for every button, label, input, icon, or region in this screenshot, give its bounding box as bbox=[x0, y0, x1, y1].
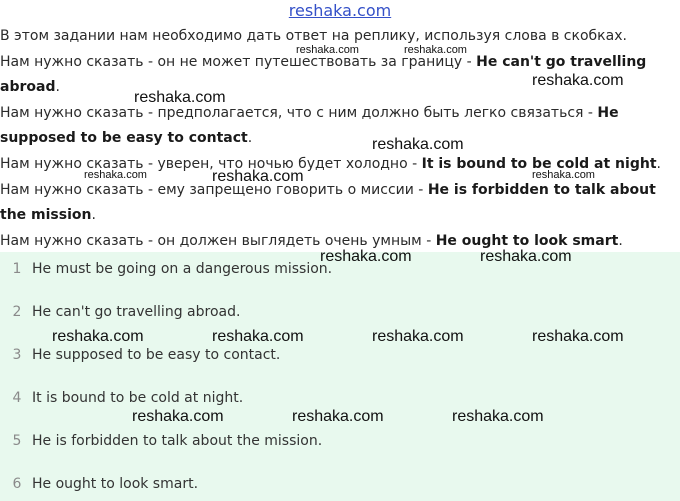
answer-row bbox=[0, 472, 680, 496]
watermark: reshaka.com bbox=[404, 44, 467, 56]
answer-text: He can't go travelling abroad. bbox=[32, 304, 241, 320]
explanation-prefix: Нам нужно сказать - предполагается, что с ним должно быть легко связаться - bbox=[0, 104, 598, 121]
explanation-suffix: . bbox=[91, 207, 96, 224]
watermark: reshaka.com bbox=[532, 328, 624, 345]
answers-panel bbox=[0, 252, 680, 501]
answer-row bbox=[0, 386, 680, 410]
explanation-prefix: Нам нужно сказать - ему запрещено говорить о миссии - bbox=[0, 181, 428, 198]
watermark: reshaka.com bbox=[296, 44, 359, 56]
explanation-answer: He supposed to be easy to contact bbox=[0, 104, 619, 147]
explanation-line bbox=[0, 101, 680, 152]
watermark: reshaka.com bbox=[320, 248, 412, 265]
site-header bbox=[0, 0, 680, 24]
answer-text: He must be going on a dangerous mission. bbox=[32, 261, 333, 277]
answer-number: 1 bbox=[12, 261, 22, 277]
watermark: reshaka.com bbox=[452, 408, 544, 425]
explanation-suffix: . bbox=[618, 232, 623, 249]
explanation-block bbox=[0, 24, 680, 254]
explanation-prefix: Нам нужно сказать - он должен выглядеть очень умным - bbox=[0, 232, 436, 249]
explanation-prefix: Нам нужно сказать - он не может путешествовать за границу - bbox=[0, 53, 477, 70]
watermark: reshaka.com bbox=[52, 328, 144, 345]
explanation-answer: He ought to look smart bbox=[435, 232, 619, 249]
answer-row bbox=[0, 300, 680, 324]
watermark: reshaka.com bbox=[532, 72, 624, 89]
explanation-answer: He can't go travelling abroad bbox=[0, 53, 647, 96]
watermark: reshaka.com bbox=[372, 136, 464, 153]
answer-text: It is bound to be cold at night. bbox=[32, 390, 244, 406]
explanation-prefix: Нам нужно сказать - уверен, что ночью будет холодно - bbox=[0, 155, 422, 172]
answer-number: 4 bbox=[12, 390, 22, 406]
explanation-suffix: . bbox=[55, 79, 60, 96]
site-link[interactable]: reshaka.com bbox=[288, 1, 392, 20]
explanation-line bbox=[0, 178, 680, 229]
answer-text: He ought to look smart. bbox=[32, 476, 199, 492]
answer-row bbox=[0, 343, 680, 367]
watermark: reshaka.com bbox=[212, 168, 304, 185]
answer-number: 6 bbox=[12, 476, 22, 492]
watermark: reshaka.com bbox=[480, 248, 572, 265]
watermark: reshaka.com bbox=[212, 328, 304, 345]
answer-row bbox=[0, 429, 680, 453]
answer-number: 2 bbox=[12, 304, 22, 320]
watermark: reshaka.com bbox=[134, 89, 226, 106]
answer-text: He is forbidden to talk about the mission. bbox=[32, 433, 323, 449]
watermark: reshaka.com bbox=[132, 408, 224, 425]
watermark: reshaka.com bbox=[84, 169, 147, 181]
explanation-answer: It is bound to be cold at night bbox=[421, 155, 657, 172]
answer-number: 3 bbox=[12, 347, 22, 363]
watermark: reshaka.com bbox=[372, 328, 464, 345]
answer-text: He supposed to be easy to contact. bbox=[32, 347, 281, 363]
watermark: reshaka.com bbox=[532, 169, 595, 181]
explanation-suffix: . bbox=[247, 130, 253, 147]
answer-number: 5 bbox=[12, 433, 22, 449]
explanation-answer: He is forbidden to talk about the mission bbox=[0, 181, 656, 224]
explanation-intro: В этом задании нам необходимо дать ответ на реплику, используя слова в скобках. bbox=[0, 28, 627, 44]
watermark: reshaka.com bbox=[292, 408, 384, 425]
explanation-suffix: . bbox=[656, 155, 661, 172]
